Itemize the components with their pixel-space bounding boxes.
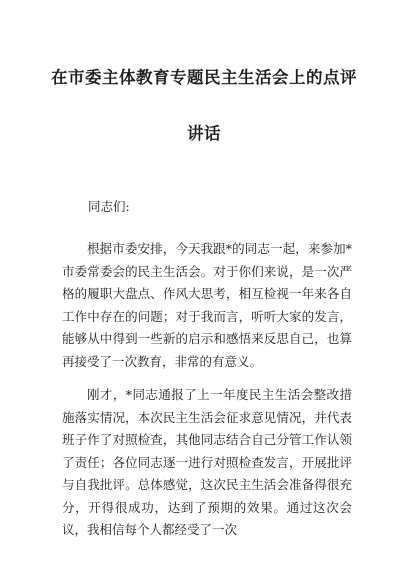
document-title-line2: 讲话 — [187, 124, 221, 143]
document-title-line1: 在市委主体教育专题民主生活会上的点评 — [51, 68, 357, 87]
salutation: 同志们: — [88, 199, 130, 214]
paragraph: 根据市委安排，今天我跟*的同志一起，来参加*市委常委会的民主生活会。对于你们来说，是一次严格的履职大盘点、作风大思考，相互检视一年来各自工作中存在的问题；对于我而言，听听大家的发言，能够从中得到一些新的启示和感悟来反思自己，也算再接受了一次教育，非常的有意义。 — [62, 241, 352, 369]
paragraph: 刚才，*同志通报了上一年度民主生活会整改措施落实情况，本次民主生活会征求意见情况，并代表班子作了对照检查，其他同志结合自己分管工作认领了责任；各位同志逐一进行对照检查发言，开展批评与自我批评。总体感觉，这次民主生活会准备得很充分，开得很成功，达到了预期的效果。通过这次会议，我相信每个人都经受了一次 — [62, 387, 352, 537]
